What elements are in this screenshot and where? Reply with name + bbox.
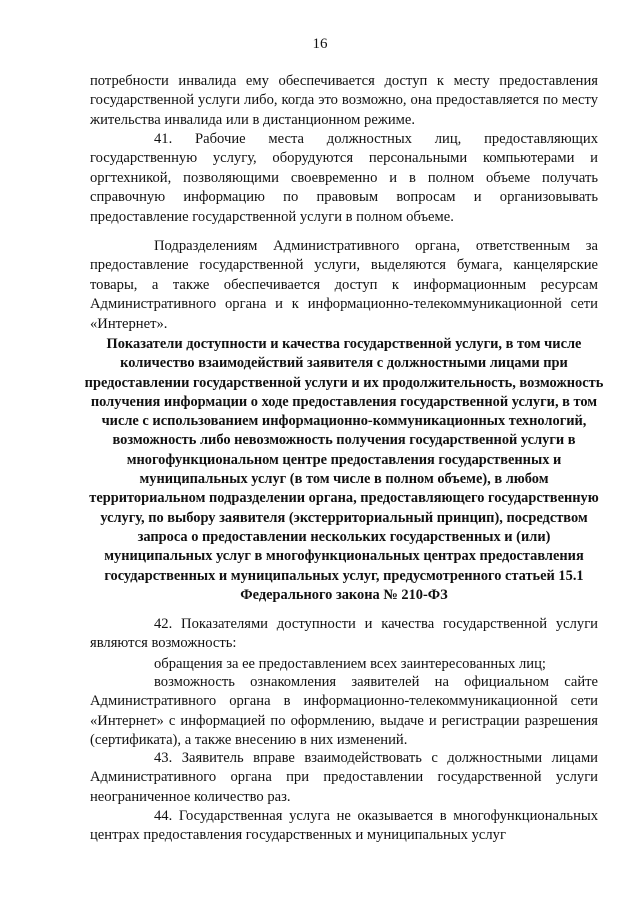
page-number: 16	[312, 36, 328, 52]
paragraph-41-workplaces: 41. Рабочие места должностных лиц, предоставляющих государственную услугу, оборудуются персональными компьютерами и оргтехникой, позволяющими своевременно и в полном объеме получать справочную информацию по правовым вопросам и организовывать предоставление государственной услуги в полном объеме.	[90, 131, 598, 225]
paragraph-appeal-all-parties: обращения за ее предоставлением всех заинтересованных лиц;	[154, 656, 546, 672]
paragraph-website-info: возможность ознакомления заявителей на официальном сайте Административного органа в информационно-телекоммуникационной сети «Интернет» с информацией по оформлению, выдаче и регистрации разрешения (сертификата), а также внесению в них изменений.	[90, 674, 598, 749]
paragraph-disability-access: потребности инвалида ему обеспечивается доступ к месту предоставления государственной услуги либо, когда это возможно, она предоставляется по месту жительства инвалида или в дистанционном режиме.	[90, 73, 598, 128]
paragraph-44-mfc: 44. Государственная услуга не оказывается в многофункциональных центрах предоставления государственных и муниципальных услуг	[90, 808, 598, 844]
paragraph-43-interaction: 43. Заявитель вправе взаимодействовать с должностными лицами Административного органа при предоставлении государственной услуги неограниченное количество раз.	[90, 750, 598, 805]
section-heading: Показатели доступности и качества государственной услуги, в том числе количество взаимодействий заявителя с должностными лицами при предоставлении государственной услуги и их продолжительность, возможность получения информации о ходе предоставления государственной услуги, в том числе с использованием информационно-коммуникационных технологий, возможность либо невозможность получения государственной услуги в многофункциональном центре предоставления государственных и муниципальных услуг (в том числе в полном объеме), в любом территориальном подразделении органа, предоставляющего государственную услугу, по выбору заявителя (экстерриториальный принцип), посредством запроса о предоставлении нескольких государственных и (или) муниципальных услуг в многофункциональных центрах предоставления государственных и муниципальных услуг, предусмотренного статьей 15.1 Федерального закона № 210-ФЗ	[84, 336, 604, 603]
paragraph-subdivisions-supplies: Подразделениям Административного органа, ответственным за предоставление государственной услуги, выделяются бумага, канцелярские товары, а также обеспечивается доступ к информационным ресурсам Административного органа и к информационно-телекоммуникационной сети «Интернет».	[90, 238, 598, 332]
paragraph-42-indicators: 42. Показателями доступности и качества государственной услуги являются возможность:	[90, 616, 598, 652]
